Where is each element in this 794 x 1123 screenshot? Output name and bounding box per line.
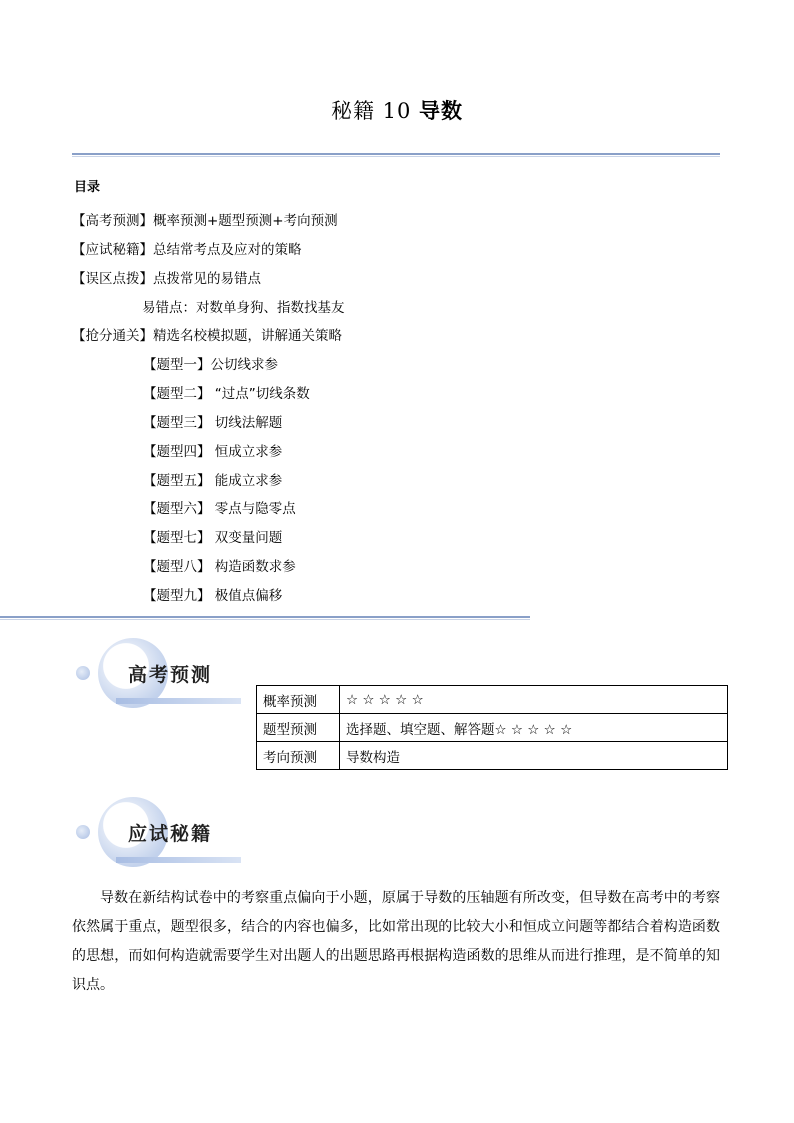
section-header-tips [76,797,246,872]
badge-dot [76,825,90,839]
toc-item: 【题型九】 极值点偏移 [143,588,283,604]
table-value: ☆ ☆ ☆ ☆ ☆ [340,686,728,714]
toc-item: 【应试秘籍】总结常考点及应对的策略 [72,242,302,258]
table-row [257,686,728,714]
table-row [257,714,728,742]
toc-item: 【题型三】 切线法解题 [143,415,283,431]
table-key: 题型预测 [257,714,340,742]
toc-item: 【误区点拨】点拨常见的易错点 [72,271,261,287]
table-key: 考向预测 [257,742,340,770]
title-topic: 导数 [419,99,464,123]
mid-divider [0,616,530,621]
section-header-prediction [76,638,246,713]
table-row [257,742,728,770]
table-value: 选择题、填空题、解答题☆ ☆ ☆ ☆ ☆ [340,714,728,742]
top-divider [72,153,720,158]
toc-item: 【抢分通关】精选名校模拟题，讲解通关策略 [72,328,342,344]
toc-item: 【题型六】 零点与隐零点 [143,501,296,517]
toc-item: 【题型四】 恒成立求参 [143,444,283,460]
toc-item: 易错点：对数单身狗、指数找基友 [142,300,345,316]
badge-dot [76,666,90,680]
prediction-table [256,685,728,770]
table-key: 概率预测 [257,686,340,714]
toc-item: 【题型五】 能成立求参 [143,473,283,489]
section-title: 高考预测 [128,664,213,686]
table-value: 导数构造 [340,742,728,770]
toc-item: 【题型一】公切线求参 [143,357,278,373]
toc-item: 【题型七】 双变量问题 [143,530,283,546]
badge-bar [116,698,241,704]
page-title [0,95,794,125]
body-paragraph: 导数在新结构试卷中的考察重点偏向于小题，原属于导数的压轴题有所改变，但导数在高考中的考察依然属于重点，题型很多，结合的内容也偏多，比如常出现的比较大小和恒成立问题等都结合着构造函数的思想，而如何构造就需要学生对出题人的出题思路再根据构造函数的思维从而进行推理，是不简单的知识点。 [72,890,720,993]
toc-item: 【题型二】 “过点”切线条数 [143,386,310,402]
toc-item: 【题型八】 构造函数求参 [143,559,296,575]
toc-heading: 目录 [74,180,101,195]
title-main: 秘籍 10 [330,99,412,123]
toc-item: 【高考预测】概率预测+题型预测+考向预测 [72,213,338,229]
section-title: 应试秘籍 [128,823,213,845]
badge-bar [116,857,241,863]
